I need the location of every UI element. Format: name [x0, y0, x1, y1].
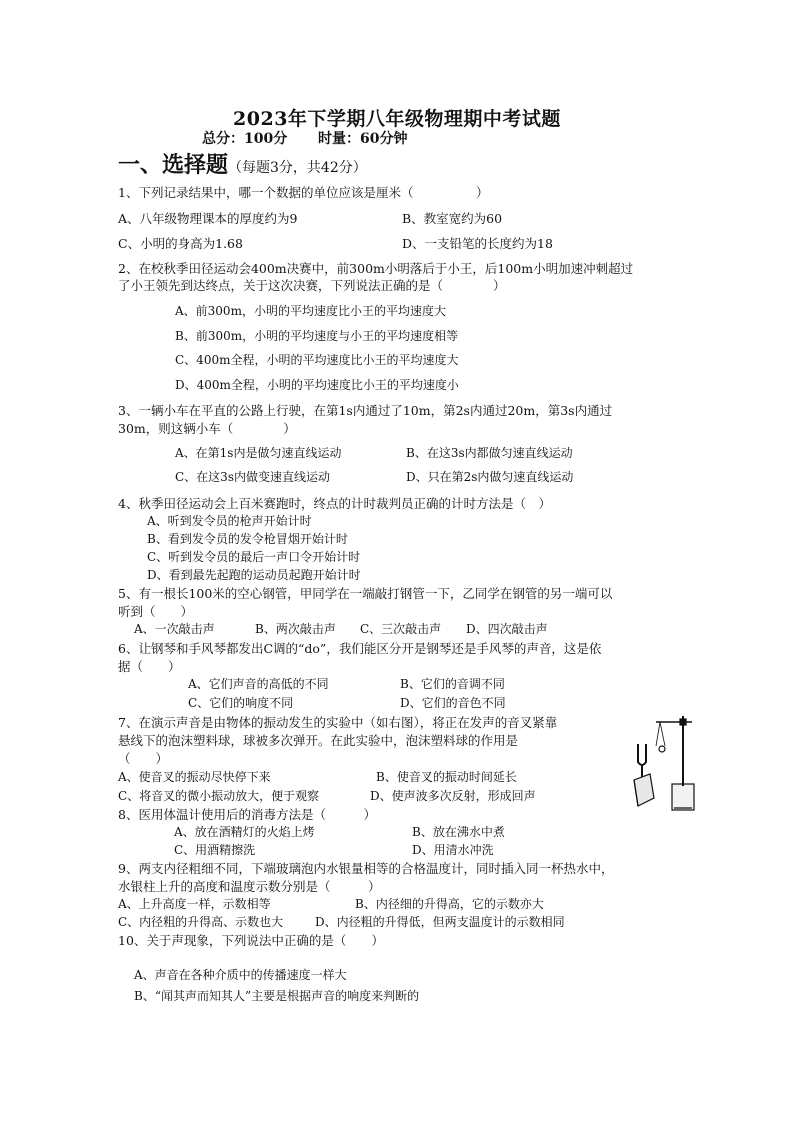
clamp [680, 719, 686, 725]
question-8-option-c: C、用酒精擦洗 [174, 843, 256, 857]
question-6-option-a: A、它们声音的高低的不同 [188, 677, 329, 691]
foam-ball [659, 746, 665, 752]
question-3-stem-line-1: 3、一辆小车在平直的公路上行驶，在第1s内通过了10m，第2s内通过20m，第3s内通过 [118, 403, 613, 418]
stand-base [672, 784, 694, 810]
question-5-option-d: D、四次敲击声 [466, 622, 548, 636]
question-6-option-c: C、它们的响度不同 [188, 696, 294, 710]
question-9-option-b: B、内径细的升得高，它的示数亦大 [355, 897, 544, 911]
question-4-option-a: A、听到发令员的枪声开始计时 [147, 514, 312, 528]
question-5-option-c: C、三次敲击声 [360, 622, 442, 636]
question-6-stem-line-1: 6、让钢琴和手风琴都发出C调的“do”，我们能区分开是钢琴还是手风琴的声音，这是依 [118, 641, 602, 656]
question-10-option-a: A、声音在各种介质中的传播速度一样大 [134, 968, 347, 982]
question-9-option-d: D、内径粗的升得低，但两支温度计的示数相同 [315, 915, 565, 929]
question-10-stem: 10、关于声现象，下列说法中正确的是（ ） [118, 933, 384, 948]
section-note: （每题3分，共42分） [228, 160, 367, 176]
question-9-stem-line-1: 9、两支内径粗细不同，下端玻璃泡内水银量相等的合格温度计，同时插入同一杯热水中， [118, 861, 614, 876]
total-score: 总分：100分 [202, 131, 288, 147]
question-7-option-c: C、将音叉的微小振动放大，便于观察 [118, 789, 320, 803]
question-2-stem-line-1: 2、在校秋季田径运动会400m决赛中，前300m小明落后于小王，后100m小明加速冲刺超过 [118, 261, 634, 276]
question-1-option-d: D、一支铅笔的长度约为18 [402, 236, 553, 251]
question-7-stem-line-3: （ ） [118, 751, 169, 766]
question-8-option-d: D、用清水冲洗 [412, 843, 494, 857]
question-7-option-b: B、使音叉的振动时间延长 [376, 770, 517, 784]
question-7-option-a: A、使音叉的振动尽快停下来 [118, 770, 271, 784]
question-7-option-d: D、使声波多次反射，形成回声 [370, 789, 536, 803]
question-3-option-a: A、在第1s内是做匀速直线运动 [175, 446, 342, 460]
question-9-stem-line-2: 水银柱上升的高度和温度示数分别是（ ） [118, 879, 381, 894]
question-2-stem-line-2: 了小王领先到达终点，关于这次决赛，下列说法正确的是（ ） [118, 278, 506, 293]
tuning-fork-apparatus-figure [632, 710, 698, 814]
question-2-option-d: D、400m全程，小明的平均速度比小王的平均速度小 [175, 378, 459, 392]
question-3-option-c: C、在这3s内做变速直线运动 [175, 470, 330, 484]
question-8-option-a: A、放在酒精灯的火焰上烤 [174, 825, 315, 839]
question-3-option-d: D、只在第2s内做匀速直线运动 [406, 470, 574, 484]
question-7-stem-line-1: 7、在演示声音是由物体的振动发生的实验中（如右图），将正在发声的音叉紧靠 [118, 715, 558, 730]
question-7-stem-line-2: 悬线下的泡沫塑料球，球被多次弹开。在此实验中，泡沫塑料球的作用是 [118, 733, 519, 748]
question-3-option-b: B、在这3s内都做匀速直线运动 [406, 446, 573, 460]
question-2-option-b: B、前300m，小明的平均速度与小王的平均速度相等 [175, 329, 459, 343]
question-8-option-b: B、放在沸水中煮 [412, 825, 505, 839]
question-5-stem-line-2: 听到（ ） [118, 604, 194, 619]
question-6-stem-line-2: 据（ ） [118, 659, 181, 674]
thread-left [656, 722, 660, 746]
question-9-option-c: C、内径粗的升得高、示数也大 [118, 915, 284, 929]
question-6-option-b: B、它们的音调不同 [400, 677, 505, 691]
question-4-option-b: B、看到发令员的发令枪冒烟开始计时 [147, 532, 348, 546]
question-10-option-b: B、“闻其声而知其人”主要是根据声音的响度来判断的 [134, 989, 420, 1003]
question-3-stem-line-2: 30m，则这辆小车（ ） [118, 421, 296, 436]
question-1-option-c: C、小明的身高为1.68 [118, 236, 243, 251]
tuning-fork-prongs [638, 744, 646, 765]
question-2-option-a: A、前300m，小明的平均速度比小王的平均速度大 [175, 304, 446, 318]
question-9-option-a: A、上升高度一样，示数相等 [118, 897, 271, 911]
question-1-option-a: A、八年级物理课本的厚度约为9 [118, 211, 298, 226]
question-4-stem: 4、秋季田径运动会上百米赛跑时，终点的计时裁判员正确的计时方法是（ ） [118, 496, 551, 511]
section-heading-text: 一、选择题 [118, 152, 229, 178]
question-5-option-b: B、两次敲击声 [255, 622, 336, 636]
question-2-option-c: C、400m全程，小明的平均速度比小王的平均速度大 [175, 353, 459, 367]
section-heading [118, 148, 367, 179]
question-5-stem-line-1: 5、有一根长100米的空心钢管，甲同学在一端敲打钢管一下，乙同学在钢管的另一端可以 [118, 586, 613, 601]
question-1-stem: 1、下列记录结果中，哪一个数据的单位应该是厘米（ ） [118, 185, 489, 200]
question-1-option-b: B、教室宽约为60 [402, 211, 503, 226]
question-4-option-c: C、听到发令员的最后一声口令开始计时 [147, 550, 361, 564]
question-6-option-d: D、它们的音色不同 [400, 696, 506, 710]
thread-right [660, 722, 665, 746]
time-limit: 时量：60分钟 [318, 131, 408, 147]
question-4-option-d: D、看到最先起跑的运动员起跑开始计时 [147, 568, 361, 582]
question-8-stem: 8、医用体温计使用后的消毒方法是（ ） [118, 807, 376, 822]
question-5-option-a: A、一次敲击声 [134, 622, 215, 636]
page-title: 2023年下学期八年级物理期中考试题 [233, 108, 561, 130]
